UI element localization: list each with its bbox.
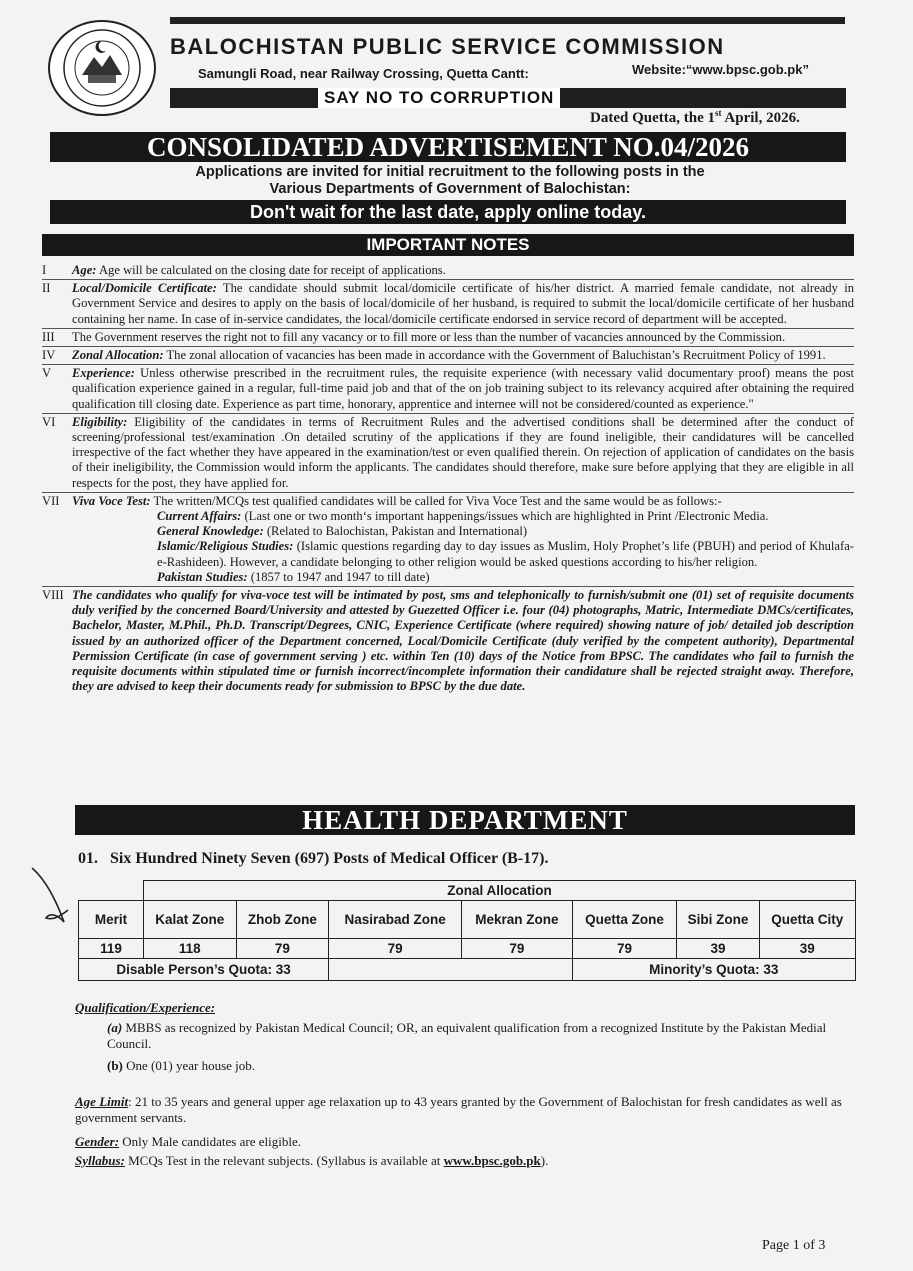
minority-quota: Minority’s Quota: 33 bbox=[572, 959, 855, 981]
note-eligibility: VI Eligibility: Eligibility of the candidates in terms of Recruitment Rules and the advertised conditions shall be determined after the conduct of screening/professional test/examination .On detailed scrutiny of the applications if they are found ineligible, their candidatures will be cancelled irrespective of the fact whether they have appeared in the examination/test or even qualified therein. On rejection of application of candidates on the basis of their ineligibility, the Commission would inform the applicants. The candidates should therefore, make sure before applying that they are eligible in all respects for the post, they have applied for. bbox=[42, 414, 854, 493]
zone-header: Sibi Zone bbox=[677, 901, 759, 939]
zone-header: Mekran Zone bbox=[462, 901, 572, 939]
viva-islamic-studies: Islamic/Religious Studies: (Islamic questions regarding day to day issues as Muslim, Holy Prophet’s life (PBUH) and period of Khulafa-e-Rashideen). However, a candidate belonging to other religion would be asked questions according to his/her religion. bbox=[157, 539, 854, 569]
note-documents: VIII The candidates who qualify for viva-voce test will be intimated by post, sms and telephonically to furnish/submit one (01) set of requisite documents duly verified by the concerned Board/University and attested by Guezetted Officer i.e. four (04) photographs, Matric, Intermediate DMCs/certificates, Bachelor, Master, M.Phil., Ph.D. Transcript/Degrees, CNIC, Experience Certificate (where required) showing nature of job/ detailed job description issued by an authorized officer of the Department concerned, Local/Domicile Certificate (duly verified by the competent authority), Departmental Permission Certificate (in case of government serving ) etc. within Ten (10) days of the Notice from BPSC. The candidates who fail to furnish the requisite documents within stipulated time or furnish incorrect/incomplete information their candidature shall be rejected straight away. Therefore, they are advised to keep their documents ready for submission to BPSC by the due date. bbox=[42, 588, 854, 694]
department-heading: HEALTH DEPARTMENT bbox=[75, 805, 855, 835]
note-experience: V Experience: Unless otherwise prescribed in the recruitment rules, the requisite experience (with necessary valid documentary proof) means the post qualification experience gained in a regular, full-time paid job and that of the on job training subject to its relevancy acquired after obtaining the required qualification till closing date. Experience as part time, honorary, apprentice and internee will not be considered/counted as experience." bbox=[42, 365, 854, 414]
disabled-quota: Disable Person’s Quota: 33 bbox=[79, 959, 329, 981]
merit-header: Merit bbox=[79, 901, 144, 939]
apply-online-banner: Don't wait for the last date, apply online today. bbox=[50, 200, 846, 224]
important-notes-list bbox=[42, 262, 854, 695]
zone-value: 79 bbox=[572, 939, 677, 959]
note-viva-voce: VII Viva Voce Test: The written/MCQs test qualified candidates will be called for Viva Voce Test and the same would be as follows:- Current Affairs: (Last one or two month‘s important happenings/issues which are highlighted in Print /Electronic Media. General Knowledge: (Related to Balochistan, Pakistan and International) Islamic/Religious Studies: (Islamic questions regarding day to day issues as Muslim, Holy Prophet’s life (PBUH) and period of Khulafa-e-Rashideen). However, a candidate belonging to other religion would be asked questions according to his/her religion. Pakistan Studies: (1857 to 1947 and 1947 to till date) bbox=[42, 493, 854, 587]
zone-header: Quetta Zone bbox=[572, 901, 677, 939]
qualification-a: (a) MBBS as recognized by Pakistan Medical Council; OR, an equivalent qualification from a recognized Institute by the Pakistan Medial Council. bbox=[107, 1020, 827, 1051]
page-number: Page 1 of 3 bbox=[762, 1238, 826, 1253]
zonal-allocation-table bbox=[78, 880, 856, 981]
table-caption: Zonal Allocation bbox=[144, 881, 856, 901]
org-website: Website:“www.bpsc.gob.pk” bbox=[632, 62, 809, 77]
post-requirements bbox=[75, 1000, 860, 1169]
commission-seal-logo bbox=[48, 20, 156, 116]
gender: Gender: Only Male candidates are eligible. bbox=[75, 1134, 301, 1149]
zone-value: 39 bbox=[677, 939, 759, 959]
seal-emblem-icon bbox=[56, 27, 148, 109]
zone-value: 79 bbox=[329, 939, 462, 959]
note-zonal-allocation: IV Zonal Allocation: The zonal allocation of vacancies has been made in accordance with the Government of Baluchistan’s Recruitment Policy of 1991. bbox=[42, 347, 854, 365]
zone-header: Kalat Zone bbox=[144, 901, 237, 939]
zone-value: 79 bbox=[236, 939, 329, 959]
advert-intro: Applications are invited for initial recruitment to the following posts in the Various Departments of Government of Balochistan: bbox=[195, 164, 705, 197]
merit-value: 119 bbox=[79, 939, 144, 959]
zone-header: Quetta City bbox=[759, 901, 855, 939]
zone-value: 79 bbox=[462, 939, 572, 959]
syllabus: Syllabus: MCQs Test in the relevant subjects. (Syllabus is available at www.bpsc.gob.pk). bbox=[75, 1153, 549, 1168]
slogan-bar bbox=[170, 88, 846, 108]
qualification-b: (b) One (01) year house job. bbox=[107, 1058, 256, 1073]
viva-pakistan-studies: Pakistan Studies: (1857 to 1947 and 1947 to till date) bbox=[157, 569, 430, 584]
note-domicile: II Local/Domicile Certificate: The candidate should submit local/domicile certificate of his/her district. A married female candidate, not already in Government Service and desires to apply on the basis of local/domicile of her husband, is required to submit the local/domicile certificate of her husband containing her name. In case of in-service candidates, the local/domicile certificate endorsed in service record of department will be accepted. bbox=[42, 280, 854, 329]
zone-value: 118 bbox=[144, 939, 237, 959]
zone-value: 39 bbox=[759, 939, 855, 959]
advertisement-title: CONSOLIDATED ADVERTISEMENT NO.04/2026 bbox=[50, 132, 846, 162]
syllabus-link[interactable]: www.bpsc.gob.pk bbox=[443, 1153, 541, 1168]
important-notes-heading: IMPORTANT NOTES bbox=[42, 234, 854, 256]
zone-header: Zhob Zone bbox=[236, 901, 329, 939]
age-limit: Age Limit: 21 to 35 years and general upper age relaxation up to 43 years granted by the Government of Balochistan for fresh candidates as well as government servants. bbox=[75, 1094, 842, 1125]
viva-current-affairs: Current Affairs: (Last one or two month‘s important happenings/issues which are highlighted in Print /Electronic Media. bbox=[157, 509, 769, 524]
header-top-rule bbox=[170, 17, 845, 24]
slogan-text: SAY NO TO CORRUPTION bbox=[318, 88, 560, 108]
post-title: 01. Six Hundred Ninety Seven (697) Posts of Medical Officer (B-17). bbox=[78, 850, 549, 867]
note-vacancy-rights: III The Government reserves the right not to fill any vacancy or to fill more or less than the number of vacancies announced by the Commission. bbox=[42, 329, 854, 347]
zone-header: Nasirabad Zone bbox=[329, 901, 462, 939]
org-address: Samungli Road, near Railway Crossing, Quetta Cantt: bbox=[198, 66, 529, 81]
qualification-heading: Qualification/Experience: bbox=[75, 1000, 216, 1015]
viva-general-knowledge: General Knowledge: (Related to Balochistan, Pakistan and International) bbox=[157, 524, 528, 539]
date-line: Dated Quetta, the 1st April, 2026. bbox=[590, 108, 800, 126]
note-age: I Age: Age will be calculated on the closing date for receipt of applications. bbox=[42, 262, 854, 280]
org-name: BALOCHISTAN PUBLIC SERVICE COMMISSION bbox=[170, 34, 725, 59]
